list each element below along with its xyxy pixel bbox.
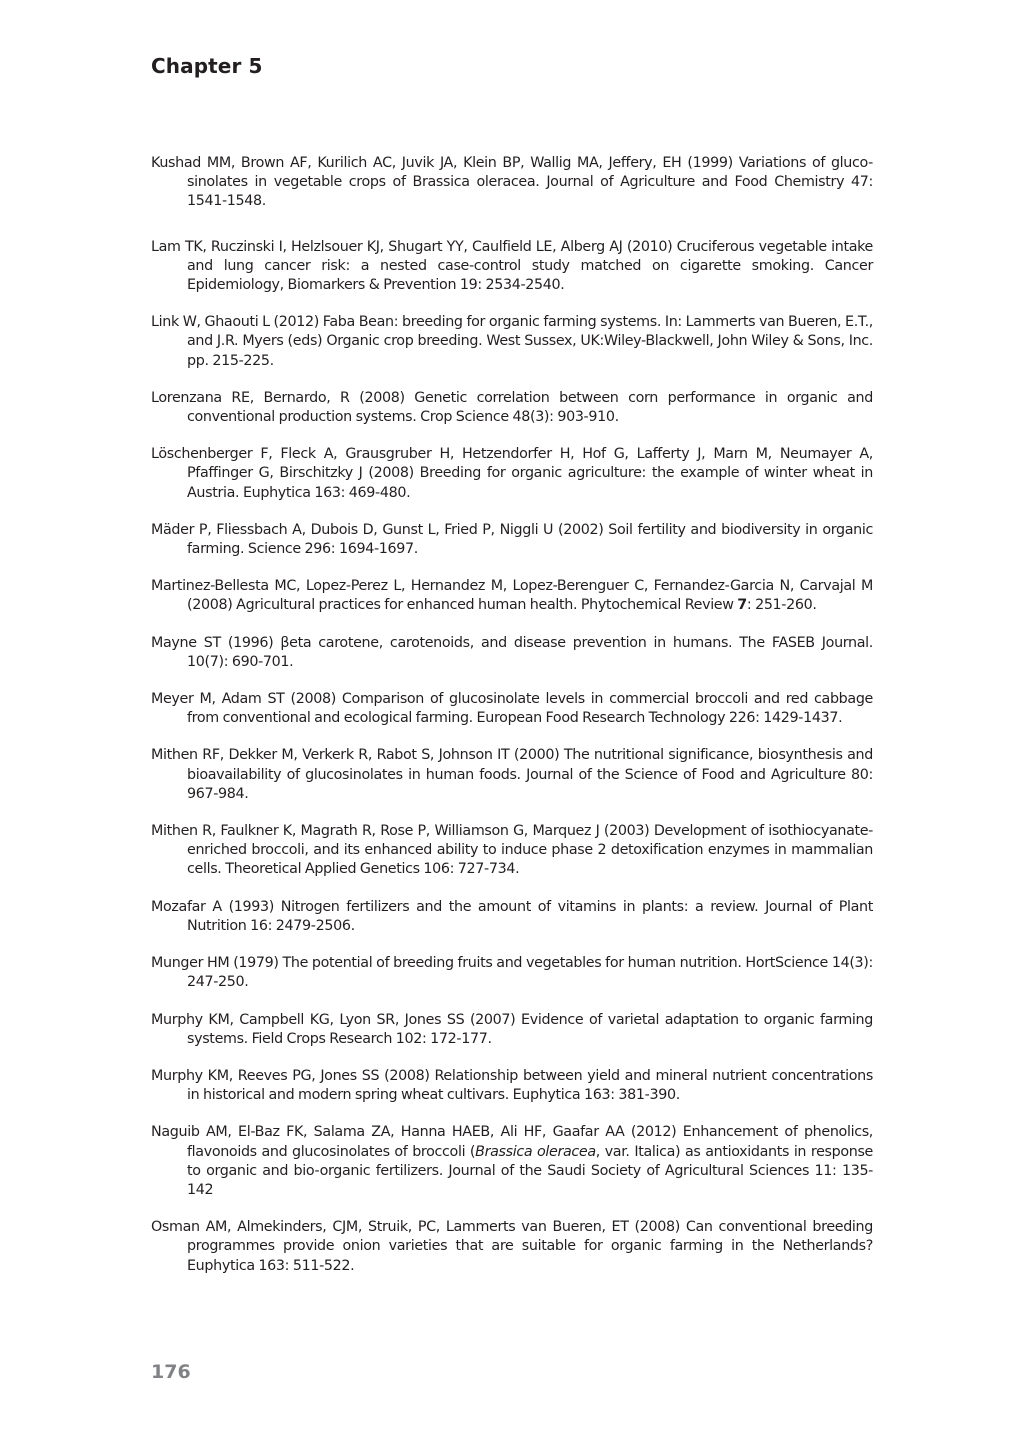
reference-species: Brassica oleracea xyxy=(475,1143,596,1160)
reference-item: Murphy KM, Campbell KG, Lyon SR, Jones SS (2007) Evidence of varietal adaptation to organic farming systems. Field Crops Research 102: 172-177. xyxy=(151,1011,873,1047)
reference-item: Link W, Ghaouti L (2012) Faba Bean: breeding for organic farming systems. In: Lammerts van Bueren, E.T., and J.R. Myers (eds) Organic crop breeding. West Sussex, UK:Wiley-Blackwell, John Wiley & Sons, Inc. pp. 215-225. xyxy=(151,314,873,369)
reference-text: Naguib AM, El-Baz FK, Salama ZA, Hanna HAEB, Ali HF, Gaafar AA (2012) Enhancement of phenolics, flavonoids and glucosinolates of broccoli ( xyxy=(151,1124,873,1160)
reference-item: Lorenzana RE, Bernardo, R (2008) Genetic correlation between corn performance in organic and conventional production systems. Crop Science 48(3): 903-910. xyxy=(151,389,873,426)
reference-text: Martinez-Bellesta MC, Lopez-Perez L, Hernandez M, Lopez-Berenguer C, Fernandez-Garcia N, Carvajal M (2008) Agricultural practices for enhanced human health. Phytochemical Review xyxy=(151,578,873,614)
reference-text: : 251-260. xyxy=(746,597,817,614)
page-number: 176 xyxy=(151,1361,191,1383)
reference-item: Löschenberger F, Fleck A, Grausgruber H, Hetzendorfer H, Hof G, Lafferty J, Marn M, Neumayer A, Pfaffinger G, Birschitzky J (2008) Breeding for organic agriculture: the example of winter wheat in Austria. Euphytica 163: 469-480. xyxy=(151,446,873,501)
reference-item: Mäder P, Fliessbach A, Dubois D, Gunst L, Fried P, Niggli U (2002) Soil fertility and biodiversity in organic farming. Science 296: 1694-1697. xyxy=(151,521,873,558)
reference-item: Mozafar A (1993) Nitrogen fertilizers and the amount of vitamins in plants: a review. Journal of Plant Nutrition 16: 2479-2506. xyxy=(151,898,873,934)
reference-item: Kushad MM, Brown AF, Kurilich AC, Juvik JA, Klein BP, Wallig MA, Jeffery, EH (1999) Variations of gluco-sinolates in vegetable crops of Brassica oleracea. Journal of Agriculture and Food Chemistry 47: 1541-1548. xyxy=(151,155,873,210)
reference-text: , var. Italica) as antioxidants in response to organic and bio-organic fertilizers. Journal of the Saudi Society of Agricultural Sciences 11: 135-142 xyxy=(187,1143,873,1198)
reference-item xyxy=(151,577,873,615)
reference-item: Mayne ST (1996) βeta carotene, carotenoids, and disease prevention in humans. The FASEB Journal. 10(7): 690-701. xyxy=(151,634,873,670)
reference-item: Munger HM (1979) The potential of breeding fruits and vegetables for human nutrition. HortScience 14(3): 247-250. xyxy=(151,955,873,991)
reference-volume: 7 xyxy=(737,597,747,614)
reference-item: Mithen RF, Dekker M, Verkerk R, Rabot S, Johnson IT (2000) The nutritional significance, biosynthesis and bioavailability of glucosinolates in human foods. Journal of the Science of Food and Agriculture 80: 967-984. xyxy=(151,747,873,802)
reference-item xyxy=(151,1123,873,1200)
reference-item: Murphy KM, Reeves PG, Jones SS (2008) Relationship between yield and mineral nutrient concentrations in historical and modern spring wheat cultivars. Euphytica 163: 381-390. xyxy=(151,1067,873,1104)
reference-item: Lam TK, Ruczinski I, Helzlsouer KJ, Shugart YY, Caulfield LE, Alberg AJ (2010) Cruciferous vegetable intake and lung cancer risk: a nested case-control study matched on cigarette smoking. Cancer Epidemiology, Biomarkers & Prevention 19: 2534-2540. xyxy=(151,238,873,294)
chapter-header: Chapter 5 xyxy=(151,54,263,78)
reference-item: Mithen R, Faulkner K, Magrath R, Rose P, Williamson G, Marquez J (2003) Development of isothiocyanate-enriched broccoli, and its enhanced ability to induce phase 2 detoxification enzymes in mammalian cells. Theoretical Applied Genetics 106: 727-734. xyxy=(151,823,873,878)
reference-item: Meyer M, Adam ST (2008) Comparison of glucosinolate levels in commercial broccoli and red cabbage from conventional and ecological farming. European Food Research Technology 226: 1429-1437. xyxy=(151,691,873,727)
reference-item: Osman AM, Almekinders, CJM, Struik, PC, Lammerts van Bueren, ET (2008) Can conventional breeding programmes provide onion varieties that are suitable for organic farming in the Netherlands? Euphytica 163: 511-522. xyxy=(151,1219,873,1274)
reference-list xyxy=(151,154,873,1276)
